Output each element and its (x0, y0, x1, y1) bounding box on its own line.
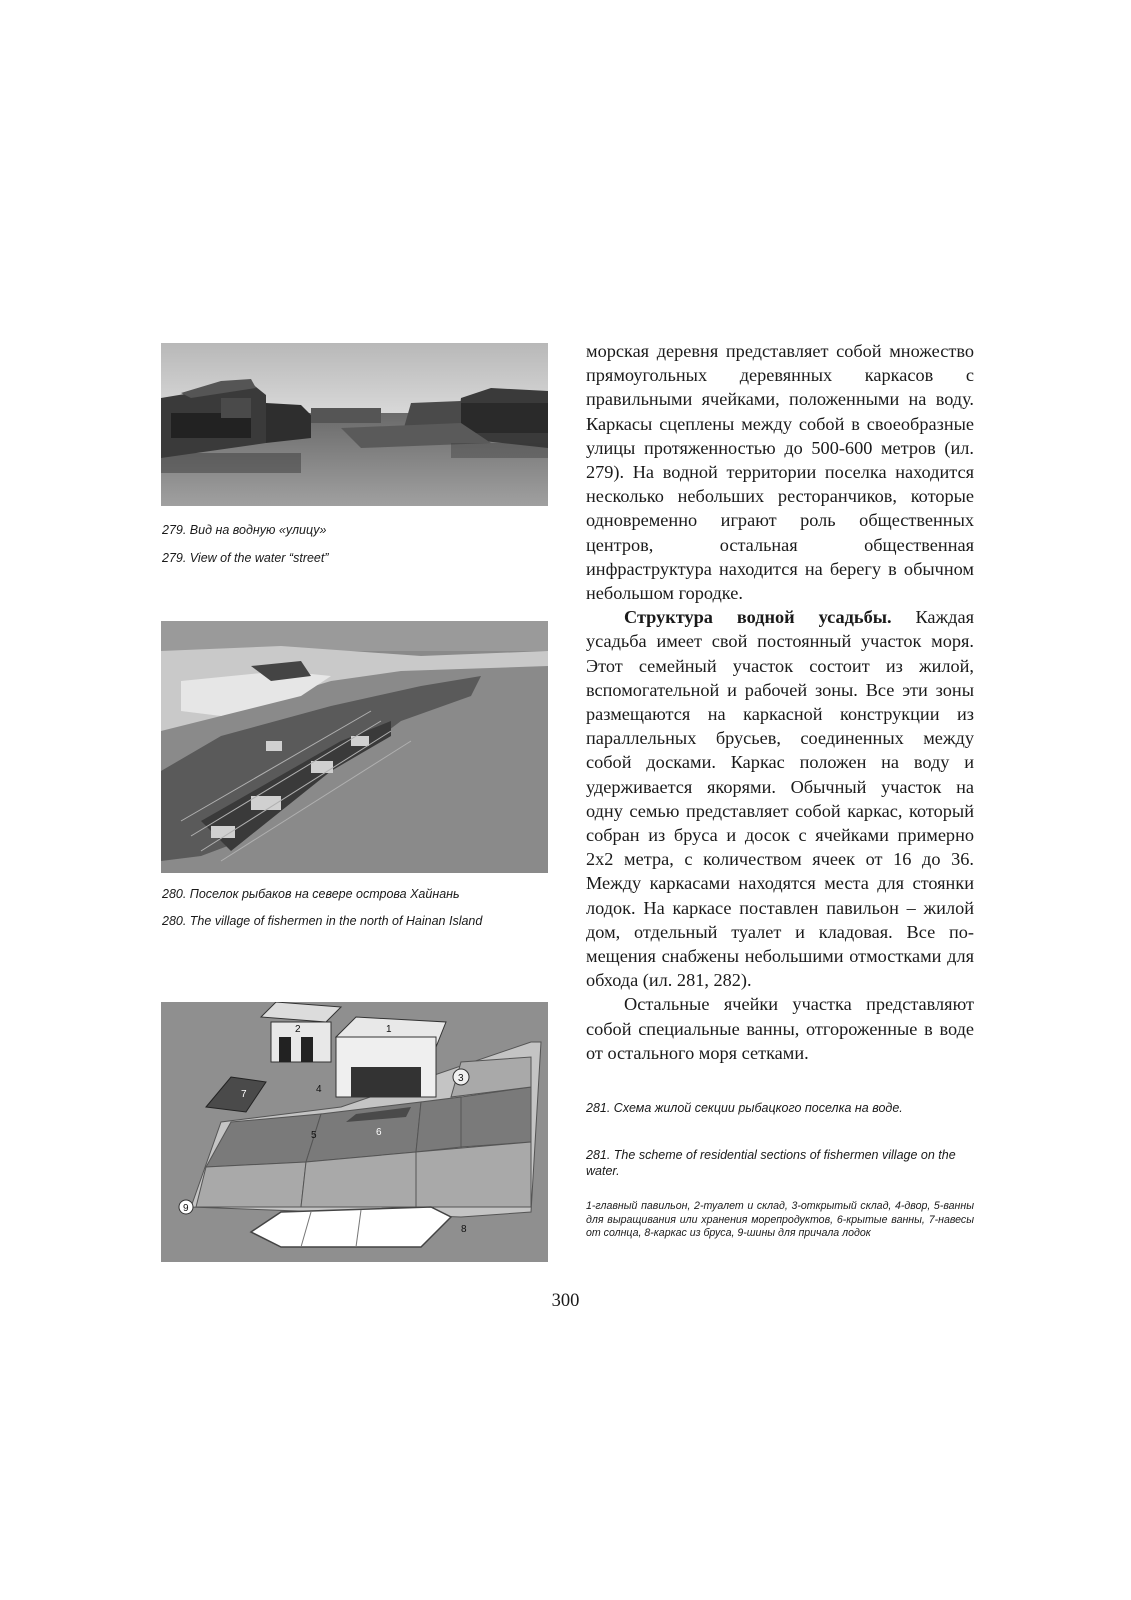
scheme-label-6: 6 (376, 1127, 382, 1138)
scheme-label-4: 4 (316, 1084, 322, 1095)
figure-280-caption-ru: 280. Поселок рыбаков на севере острова Хайнань (162, 887, 460, 901)
scheme-label-3: 3 (458, 1073, 464, 1084)
figure-279-photo (161, 343, 548, 506)
figure-281-caption-en: 281. The scheme of residential sections of fishermen village on the water. (586, 1148, 956, 1178)
body-paragraph-3: Остальные ячейки участка представляют собой специальные ванны, отгороженные в воде от остального моря сетками. (586, 994, 974, 1063)
scheme-label-2: 2 (295, 1024, 301, 1035)
body-paragraph-1: морская деревня представляет собой множество прямоугольных деревянных каркасов с правильными ячейками, положенными на воду. Каркасы сцеплены между собой в своеобразные улицы протяженностью до 500-600 метров (ил. 279). На водной территории поселка находится несколько небольших ресторанчиков, которые одновременно играют роль общественных центров, остальная общественная инфраструктура находится на берегу в обычном небольшом городке. (586, 341, 974, 604)
scheme-label-5: 5 (311, 1130, 317, 1141)
figure-279-caption-en: 279. View of the water “street” (162, 551, 329, 565)
body-text (586, 339, 974, 1065)
page-number: 300 (551, 1291, 580, 1311)
scheme-label-7: 7 (241, 1089, 247, 1100)
scheme-label-8: 8 (461, 1224, 467, 1235)
figure-281-legend: 1-главный павильон, 2-туалет и склад, 3-открытый склад, 4-двор, 5-ванны для выращивания или хранения морепродуктов, 6-крытые ванны, 7-навесы от солнца, 8-каркас из бруса, 9-шины для причала лодок (586, 1200, 974, 1239)
figure-280-photo (161, 621, 548, 873)
body-paragraph-2 (586, 605, 974, 992)
figure-281-scheme (161, 1002, 548, 1262)
scheme-label-1: 1 (386, 1024, 392, 1035)
body-paragraph-2-text: Каждая усадьба имеет свой постоянный участок моря. Этот семейный участок состоит из жилой, вспомогательной и рабочей зоны. Все эти зоны размещаются на каркасной конструкции из параллельных брусьев, соединенных между собой досками. Каркас положен на воду и удерживается якорями. Обычный участок на одну семью представляет собой каркас, который собран из бруса и досок с ячейками примерно 2х2 метра, с количеством ячеек от 16 до 36. Между каркасами находятся места для стоянки лодок. На каркасе поставлен павильон – жилой дом, отдельный туалет и кладовая. Все помещения снабжены небольшими отмостками для обхода (ил. 281, 282). (586, 607, 974, 991)
scheme-label-9: 9 (183, 1203, 189, 1214)
figure-280-caption-en: 280. The village of fishermen in the north of Hainan Island (162, 914, 483, 928)
figure-279-caption-ru: 279. Вид на водную «улицу» (162, 523, 327, 537)
section-heading: Структура водной усадьбы. (624, 607, 892, 628)
figure-281-caption-ru: 281. Схема жилой секции рыбацкого поселка на воде. (586, 1101, 903, 1115)
